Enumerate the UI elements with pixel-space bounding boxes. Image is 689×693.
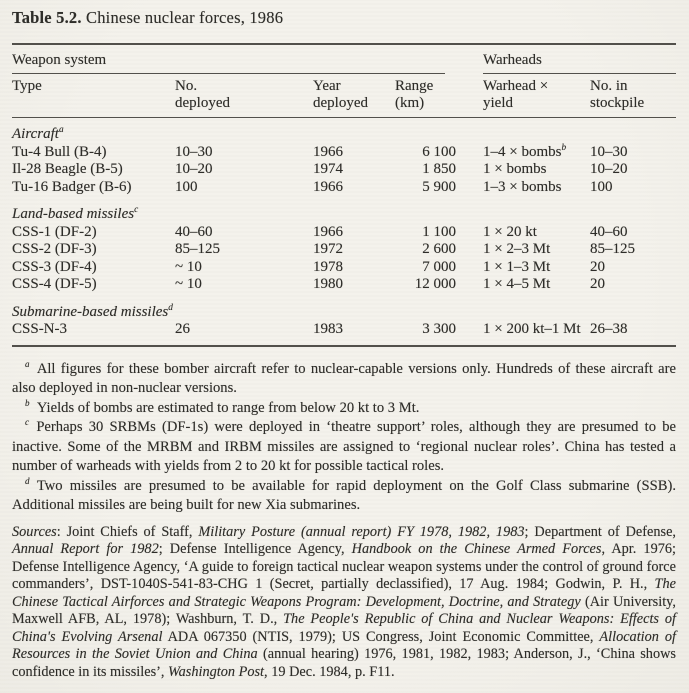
source-title: The Chinese Tactical Airforces and Strategic Weapons Program: Development, Doctrine, and Strategy (12, 576, 676, 610)
footnote-marker-letter: a (25, 358, 30, 369)
section-row-aircraft (12, 118, 676, 144)
cell-value: 1 × bombs (483, 161, 547, 177)
source-title: Sources (12, 523, 57, 540)
footnote-d (12, 477, 676, 516)
source-title: Handbook on the Chinese Armed Forces (351, 541, 602, 557)
cell-value: 85–125 (590, 241, 636, 257)
cell-value: 10–20 (590, 161, 628, 177)
footnote-marker-a (59, 125, 64, 135)
section-title: Aircraft (12, 126, 59, 142)
cell-stockpile (580, 276, 676, 294)
cell-value: 26–38 (590, 321, 628, 337)
cell-warhead (468, 161, 580, 179)
cell-value: 1980 (313, 276, 343, 292)
cell-warhead (468, 179, 580, 197)
footnote-text: Two missiles are presumed to be available for rapid deployment on the Golf Class submarine (SSB). Additional missiles are being built for new Xia submarines. (12, 477, 676, 513)
cell-type (12, 144, 175, 162)
section-title-cell (12, 118, 676, 144)
footnote-marker-letter: b (25, 397, 30, 408)
cell-value: 1 × 2–3 Mt (483, 241, 551, 257)
section-title: Land-based missiles (12, 206, 135, 222)
column-header-deployed (175, 74, 313, 118)
footnotes-block (12, 360, 676, 516)
cell-value: 5 900 (422, 178, 457, 195)
source-text: : Joint Chiefs of Staff, (56, 523, 199, 540)
cell-value: 1 × 20 kt (483, 223, 537, 240)
group-header-weapon-system: Weapon system (12, 51, 445, 74)
column-header-line: stockpile (590, 95, 645, 111)
cell-deployed (175, 161, 313, 179)
footnote-c (12, 418, 676, 477)
cell-value: 1–3 × bombs (483, 178, 562, 195)
cell-value: 20 (590, 276, 606, 292)
cell-deployed (175, 259, 313, 277)
cell-year (313, 179, 395, 197)
cell-value: 10–30 (590, 143, 628, 160)
column-header-range (395, 74, 468, 118)
source-text: ADA 067350 (NTIS, 1979); US Congress, Joint Economic Committee, (162, 628, 600, 645)
footnote-b (12, 399, 676, 419)
cell-type (12, 241, 175, 259)
cell-deployed (175, 144, 313, 162)
cell-value: CSS-4 (DF-5) (12, 276, 97, 292)
cell-stockpile (580, 259, 676, 277)
cell-year (313, 224, 395, 242)
cell-value: 85–125 (175, 241, 220, 257)
source-title: Washington Post (168, 663, 265, 680)
column-header-line: Year (313, 78, 341, 94)
cell-range (395, 276, 468, 294)
section-title-cell (12, 294, 676, 322)
column-header-line: (km) (395, 95, 425, 111)
footnote-marker-letter: c (134, 205, 139, 215)
cell-year (313, 144, 395, 162)
cell-year (313, 241, 395, 259)
column-header-warhead (468, 74, 580, 118)
cell-deployed (175, 321, 313, 346)
section-title-cell (12, 196, 676, 224)
column-header-line: deployed (175, 95, 230, 111)
footnote-marker-letter: c (25, 417, 30, 428)
cell-deployed (175, 276, 313, 294)
source-title: Annual Report for 1982 (12, 541, 159, 557)
cell-type (12, 179, 175, 197)
section-row-land-based-missiles (12, 196, 676, 224)
footnote-marker-b (561, 143, 566, 153)
cell-value: CSS-N-3 (12, 321, 68, 337)
cell-value: 100 (590, 178, 613, 195)
table-row (12, 224, 676, 242)
column-header-line: No. (175, 78, 198, 94)
cell-value: 20 (590, 258, 606, 275)
footnote-text: Yields of bombs are estimated to range from below 20 kt to 3 Mt. (29, 399, 420, 416)
group-header-warheads: Warheads (483, 51, 676, 74)
cell-value: 2 600 (422, 241, 457, 257)
cell-range (395, 241, 468, 259)
cell-type (12, 321, 175, 346)
cell-year (313, 161, 395, 179)
footnote-text: Perhaps 30 SRBMs (DF-1s) were deployed in ‘theatre support’ roles, although they are presumed to be inactive. Some of the MRBM and IRBM missiles are assigned to ‘regional nuclear roles’. China has tested a number of warheads with yields from 2 to 20 kt for possible tactical roles. (12, 419, 676, 474)
cell-value: 1 × 4–5 Mt (483, 276, 551, 292)
column-header-stockpile (580, 74, 676, 118)
footnote-marker-letter: d (168, 302, 173, 313)
section-title: Submarine-based missiles (12, 303, 169, 320)
cell-value: 40–60 (590, 223, 628, 240)
source-title: Allocation of Resources in the Soviet Union and China (12, 628, 676, 662)
cell-value: 1966 (313, 178, 343, 195)
cell-value: CSS-3 (DF-4) (12, 258, 97, 275)
table-number: Table 5.2. (12, 8, 82, 27)
cell-type (12, 259, 175, 277)
source-text: ; Defense Intelligence Agency, (158, 541, 352, 557)
sources-paragraph (12, 524, 676, 682)
cell-value: Il-28 Beagle (B-5) (12, 161, 123, 177)
cell-year (313, 321, 395, 346)
column-header-line: Range (395, 78, 434, 94)
nuclear-forces-table (12, 43, 676, 347)
section-row-submarine-based-missiles (12, 294, 676, 322)
column-header-line: Type (12, 78, 42, 94)
cell-range (395, 224, 468, 242)
footnote-marker-d (168, 303, 173, 313)
cell-year (313, 276, 395, 294)
cell-range (395, 179, 468, 197)
cell-range (395, 321, 468, 346)
group-header-row (12, 44, 676, 74)
source-text: , 19 Dec. 1984, p. F11. (264, 663, 395, 680)
group-header-cell-weapon-system (12, 44, 468, 74)
cell-value: 12 000 (414, 276, 457, 292)
cell-value: 3 300 (422, 321, 457, 337)
cell-type (12, 276, 175, 294)
cell-stockpile (580, 179, 676, 197)
footnote-marker-letter: b (561, 142, 567, 153)
table-row (12, 276, 676, 294)
table-row (12, 321, 676, 346)
cell-value: 1972 (313, 241, 343, 257)
cell-stockpile (580, 144, 676, 162)
cell-value: 1983 (313, 321, 343, 337)
table-body (12, 118, 676, 346)
footnote-marker-letter: d (25, 475, 30, 486)
source-text: ; Department of Defense, (524, 523, 677, 540)
cell-value: Tu-4 Bull (B-4) (12, 143, 107, 160)
source-text: , Apr. 1976; Defense Intelligence Agency, ‘A guide to foreign tactical nuclear weapon systems under the control of ground force commanders’, DST-1040S-541-83-CHG 1 (Secret, partially declassified), 17 Aug. 1984; Godwin, P. H., (12, 541, 676, 592)
cell-warhead (468, 144, 580, 162)
column-header-line: yield (483, 95, 514, 111)
cell-stockpile (580, 224, 676, 242)
cell-stockpile (580, 161, 676, 179)
column-header-line: Warhead × (483, 78, 549, 94)
cell-warhead (468, 321, 580, 346)
cell-value: 10–30 (175, 143, 213, 160)
cell-value: ~ 10 (175, 258, 202, 275)
source-title: The People's Republic of China and Nuclear Weapons: Effects of China's Evolving Arsenal (12, 611, 676, 645)
cell-stockpile (580, 321, 676, 346)
cell-value: Tu-16 Badger (B-6) (12, 178, 132, 195)
cell-stockpile (580, 241, 676, 259)
cell-value: CSS-2 (DF-3) (12, 241, 97, 257)
cell-value: 6 100 (422, 143, 457, 160)
cell-value: 1978 (313, 258, 343, 275)
column-header-line: No. in (590, 78, 628, 94)
table-row (12, 259, 676, 277)
footnote-text: All figures for these bomber aircraft refer to nuclear-capable versions only. Hundreds of these aircraft are also deployed in non-nuclear versions. (12, 360, 676, 396)
cell-value: 1–4 × bombs (483, 143, 562, 160)
cell-range (395, 144, 468, 162)
source-text: (Air University, Maxwell AFB, AL, 1978); Washburn, T. D., (12, 593, 676, 627)
cell-value: 1974 (313, 161, 343, 177)
footnote-marker-letter: a (58, 125, 64, 135)
cell-value: ~ 10 (175, 276, 202, 292)
table-row (12, 241, 676, 259)
table-caption: Chinese nuclear forces, 1986 (81, 8, 284, 27)
column-header-type (12, 74, 175, 118)
cell-value: 1 850 (422, 161, 457, 177)
cell-deployed (175, 224, 313, 242)
group-header-cell-warheads (468, 44, 676, 74)
table-row (12, 144, 676, 162)
cell-value: 1 × 1–3 Mt (483, 258, 551, 275)
cell-value: 1966 (313, 143, 343, 160)
cell-type (12, 224, 175, 242)
cell-range (395, 259, 468, 277)
footnote-a (12, 360, 676, 399)
column-header-year (313, 74, 395, 118)
cell-value: 1 100 (422, 223, 457, 240)
table-title (12, 8, 676, 28)
cell-year (313, 259, 395, 277)
cell-value: 26 (175, 321, 190, 337)
cell-deployed (175, 241, 313, 259)
footnote-marker-c (134, 205, 138, 215)
cell-value: 10–20 (175, 161, 213, 177)
column-header-row (12, 74, 676, 118)
cell-value: 1966 (313, 223, 343, 240)
cell-deployed (175, 179, 313, 197)
cell-type (12, 161, 175, 179)
cell-warhead (468, 224, 580, 242)
cell-value: 40–60 (175, 223, 213, 240)
cell-warhead (468, 259, 580, 277)
cell-warhead (468, 276, 580, 294)
table-row (12, 179, 676, 197)
cell-warhead (468, 241, 580, 259)
cell-value: 100 (175, 178, 198, 195)
column-header-line: deployed (313, 95, 368, 111)
cell-value: CSS-1 (DF-2) (12, 223, 97, 240)
source-title: Military Posture (annual report) FY 1978, 1982, 1983 (198, 523, 525, 540)
cell-range (395, 161, 468, 179)
cell-value: 7 000 (422, 258, 457, 275)
cell-value: 1 × 200 kt–1 Mt (483, 321, 581, 337)
source-text: (annual hearing) 1976, 1981, 1982, 1983; Anderson, J., ‘China shows confidence in its missiles’, (12, 646, 676, 680)
table-row (12, 161, 676, 179)
